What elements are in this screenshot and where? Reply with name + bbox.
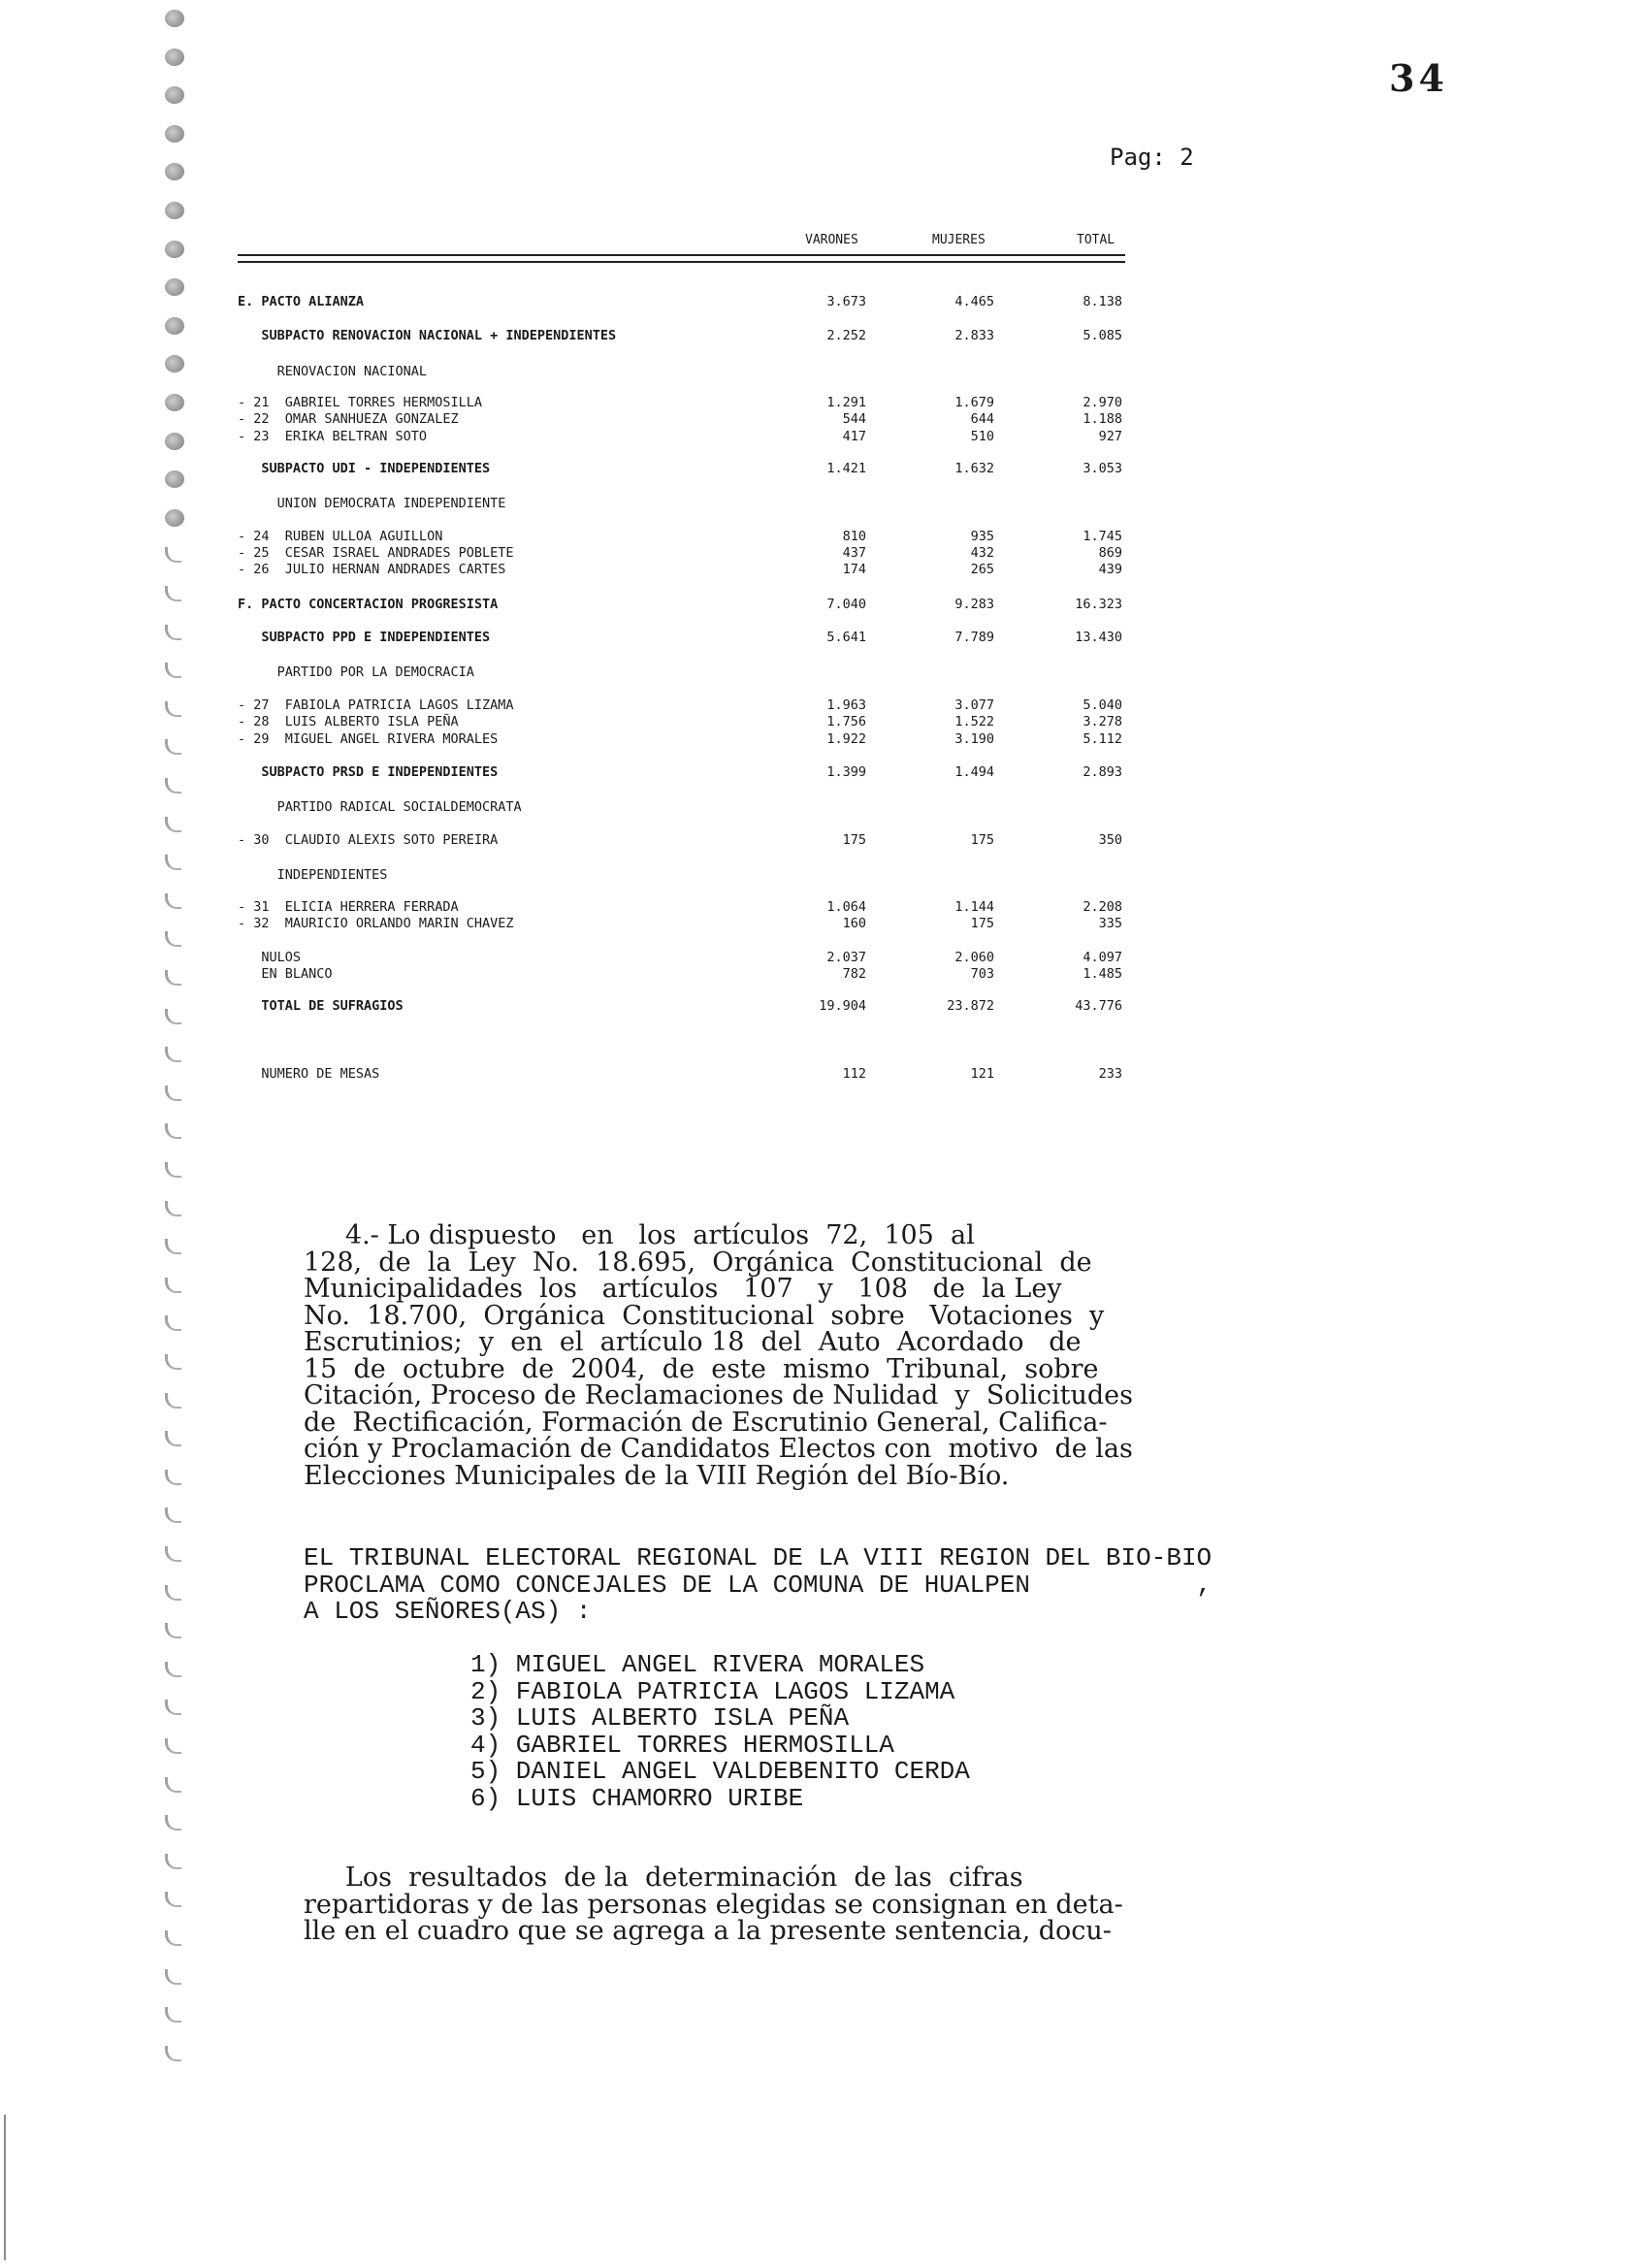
row-label: - 30 CLAUDIO ALEXIS SOTO PEREIRA (238, 832, 499, 848)
binding-ring (165, 778, 181, 794)
binding-ring (165, 1431, 181, 1446)
value-varones: 1.756 (826, 714, 866, 729)
value-varones: 5.641 (826, 630, 866, 645)
binding-ring (165, 701, 181, 717)
value-total: 1.745 (1083, 529, 1122, 544)
binding-ring (165, 2007, 181, 2023)
binding-ring (165, 317, 184, 335)
binding-ring (165, 547, 181, 563)
value-total: 335 (1098, 916, 1122, 931)
value-mujeres: 644 (970, 411, 994, 427)
row-label: PARTIDO POR LA DEMOCRACIA (238, 664, 474, 680)
elected-councillor: 5) DANIEL ANGEL VALDEBENITO CERDA (470, 1757, 970, 1786)
table-row (238, 363, 1140, 380)
binding-ring (165, 1123, 181, 1139)
value-varones: 1.421 (826, 461, 866, 476)
binding-ring (165, 49, 184, 66)
binding-ring (165, 125, 184, 143)
paragraph-line: Los resultados de la determinación de las cifras (304, 1863, 1023, 1893)
table-row (238, 831, 1140, 849)
paragraph-line: Elecciones Municipales de la VIII Región del Bío-Bío. (304, 1460, 1010, 1491)
table-row (238, 713, 1140, 730)
binding-ring (165, 355, 184, 373)
row-label: - 26 JULIO HERNAN ANDRADES CARTES (238, 562, 506, 577)
value-varones: 2.037 (826, 950, 866, 965)
table-row (238, 410, 1140, 428)
table-row (238, 460, 1140, 477)
value-mujeres: 9.283 (954, 597, 994, 612)
binding-ring (165, 1623, 181, 1638)
value-varones: 1.922 (826, 731, 866, 747)
binding-ring (165, 241, 184, 258)
value-varones: 3.673 (826, 294, 866, 309)
value-mujeres: 23.872 (947, 998, 994, 1014)
folio-number: 34 (1389, 56, 1448, 100)
binding-ring (165, 931, 181, 947)
row-label: SUBPACTO RENOVACION NACIONAL + INDEPENDIENTES (238, 328, 617, 343)
row-label: TOTAL DE SUFRAGIOS (238, 998, 404, 1014)
header-total: TOTAL (1077, 233, 1116, 247)
value-mujeres: 1.679 (954, 395, 994, 410)
binding-ring (165, 10, 184, 27)
value-mujeres: 935 (970, 529, 994, 544)
binding-ring (165, 1470, 181, 1485)
value-mujeres: 265 (970, 562, 994, 577)
binding-ring (165, 663, 181, 678)
table-row (238, 428, 1140, 445)
binding-ring (165, 1085, 181, 1101)
paragraph-line: Escrutinios; y en el artículo 18 del Auto Acordado de (304, 1327, 1082, 1357)
value-total: 2.208 (1083, 899, 1122, 915)
row-label: - 27 FABIOLA PATRICIA LAGOS LIZAMA (238, 697, 514, 713)
row-label: NULOS (238, 950, 302, 965)
binding-ring (165, 1047, 181, 1062)
value-mujeres: 2.060 (954, 950, 994, 965)
value-varones: 1.399 (826, 764, 866, 780)
value-total: 439 (1098, 562, 1122, 577)
binding-ring (165, 278, 184, 296)
value-total: 5.112 (1083, 731, 1122, 747)
proclamation-line: A LOS SEÑORES(AS) : (304, 1597, 592, 1626)
paragraph-line: No. 18.700, Orgánica Constitucional sobre Votaciones y (304, 1300, 1105, 1331)
value-total: 16.323 (1075, 597, 1122, 612)
value-varones: 810 (842, 529, 866, 544)
value-varones: 19.904 (819, 998, 866, 1014)
table-row (238, 997, 1140, 1015)
binding-ring (165, 2046, 181, 2061)
value-total: 43.776 (1075, 998, 1122, 1014)
value-mujeres: 432 (970, 545, 994, 561)
paragraph-line: ción y Proclamación de Candidatos Electos con motivo de las (304, 1434, 1133, 1464)
value-varones: 1.963 (826, 697, 866, 713)
value-total: 927 (1098, 429, 1122, 444)
table-row (238, 866, 1140, 884)
proclamation (304, 1545, 1212, 1626)
table-row (238, 293, 1140, 310)
value-total: 13.430 (1075, 630, 1122, 645)
table-row (238, 898, 1140, 916)
elected-councillor: 1) MIGUEL ANGEL RIVERA MORALES (470, 1650, 925, 1679)
row-label: RENOVACION NACIONAL (238, 364, 428, 379)
value-total: 5.040 (1083, 697, 1122, 713)
value-mujeres: 3.077 (954, 697, 994, 713)
row-label: SUBPACTO UDI - INDEPENDIENTES (238, 461, 491, 476)
row-label: F. PACTO CONCERTACION PROGRESISTA (238, 597, 499, 612)
elected-councillor: 4) GABRIEL TORRES HERMOSILLA (470, 1730, 894, 1760)
value-total: 3.278 (1083, 714, 1122, 729)
table-row (238, 798, 1140, 816)
table-header (238, 232, 1140, 249)
binding-ring (165, 1162, 181, 1178)
binding-ring (165, 509, 184, 527)
binding-ring (165, 1930, 181, 1946)
page-label: Pag: 2 (1110, 144, 1194, 171)
table-row (238, 544, 1140, 562)
binding-ring (165, 433, 184, 450)
row-label: - 21 GABRIEL TORRES HERMOSILLA (238, 395, 482, 410)
value-varones: 437 (842, 545, 866, 561)
table-row (238, 394, 1140, 411)
value-total: 1.188 (1083, 411, 1122, 427)
value-varones: 174 (842, 562, 866, 577)
binding-ring (165, 1777, 181, 1793)
value-varones: 175 (842, 832, 866, 848)
binding-ring (165, 893, 181, 909)
value-mujeres: 703 (970, 966, 994, 982)
table-row (238, 730, 1140, 748)
table-row (238, 664, 1140, 681)
paragraph-line: lle en el cuadro que se agrega a la presente sentencia, docu- (304, 1916, 1112, 1946)
row-label: - 23 ERIKA BELTRAN SOTO (238, 429, 428, 444)
closing-paragraph (304, 1864, 1303, 1945)
value-varones: 1.064 (826, 899, 866, 915)
binding-ring (165, 739, 181, 755)
value-mujeres: 1.494 (954, 764, 994, 780)
row-label: PARTIDO RADICAL SOCIALDEMOCRATA (238, 799, 522, 815)
binding-ring (165, 625, 181, 640)
row-label: INDEPENDIENTES (238, 867, 388, 883)
binding-ring (165, 1815, 181, 1831)
value-total: 3.053 (1083, 461, 1122, 476)
binding-ring (165, 1354, 181, 1370)
paragraph-line: 128, de la Ley No. 18.695, Orgánica Constitucional de (304, 1247, 1092, 1278)
header-varones: VARONES (805, 233, 858, 247)
value-varones: 417 (842, 429, 866, 444)
binding-ring (165, 1239, 181, 1254)
spiral-binding (155, 10, 204, 2086)
binding-ring (165, 1892, 181, 1907)
row-label: - 22 OMAR SANHUEZA GONZALEZ (238, 411, 459, 427)
value-varones: 782 (842, 966, 866, 982)
header-divider (238, 254, 1125, 263)
header-mujeres: MUJERES (932, 233, 986, 247)
binding-ring (165, 970, 181, 986)
value-varones: 1.291 (826, 395, 866, 410)
value-mujeres: 2.833 (954, 328, 994, 343)
paragraph-line: de Rectificación, Formación de Escrutinio General, Califica- (304, 1407, 1108, 1438)
binding-ring (165, 1585, 181, 1601)
binding-ring (165, 817, 181, 832)
binding-ring (165, 1507, 181, 1523)
row-label: - 29 MIGUEL ANGEL RIVERA MORALES (238, 731, 499, 747)
value-mujeres: 1.522 (954, 714, 994, 729)
row-label: E. PACTO ALIANZA (238, 294, 365, 309)
table-row (238, 697, 1140, 714)
table-row (238, 596, 1140, 613)
elected-councillor: 6) LUIS CHAMORRO URIBE (470, 1783, 804, 1813)
elected-list (470, 1652, 970, 1812)
row-label: UNION DEMOCRATA INDEPENDIENTE (238, 496, 506, 511)
row-label: EN BLANCO (238, 966, 333, 982)
value-varones: 160 (842, 916, 866, 931)
value-mujeres: 175 (970, 832, 994, 848)
binding-ring (165, 202, 184, 219)
binding-ring (165, 586, 181, 601)
binding-ring (165, 1854, 181, 1869)
row-label: - 24 RUBEN ULLOA AGUILLON (238, 529, 443, 544)
row-label: - 28 LUIS ALBERTO ISLA PEÑA (238, 714, 459, 729)
binding-ring (165, 163, 184, 180)
proclamation-line: EL TRIBUNAL ELECTORAL REGIONAL DE LA VIII REGION DEL BIO-BIO (304, 1543, 1212, 1572)
row-label: SUBPACTO PRSD E INDEPENDIENTES (238, 764, 499, 780)
table-row (238, 495, 1140, 512)
paragraph-4 (304, 1222, 1303, 1489)
table-row (238, 327, 1140, 344)
binding-ring (165, 1738, 181, 1754)
value-total: 2.893 (1083, 764, 1122, 780)
proclamation-line: PROCLAMA COMO CONCEJALES DE LA COMUNA DE HUALPEN , (304, 1570, 1212, 1600)
paragraph-line: Municipalidades los artículos 107 y 108 de la Ley (304, 1274, 1062, 1304)
binding-ring (165, 86, 184, 104)
binding-ring (165, 855, 181, 870)
value-total: 4.097 (1083, 950, 1122, 965)
binding-ring (165, 1009, 181, 1024)
value-varones: 2.252 (826, 328, 866, 343)
value-total: 350 (1098, 832, 1122, 848)
binding-ring (165, 1393, 181, 1409)
row-label: SUBPACTO PPD E INDEPENDIENTES (238, 630, 491, 645)
binding-ring (165, 1700, 181, 1715)
table-row (238, 528, 1140, 545)
table-row (238, 915, 1140, 932)
value-mujeres: 1.144 (954, 899, 994, 915)
binding-ring (165, 1278, 181, 1293)
table-row (238, 1065, 1140, 1083)
value-total: 5.085 (1083, 328, 1122, 343)
table-row (238, 629, 1140, 646)
value-mujeres: 175 (970, 916, 994, 931)
row-label: - 25 CESAR ISRAEL ANDRADES POBLETE (238, 545, 514, 561)
binding-ring (165, 470, 184, 488)
binding-ring (165, 1315, 181, 1331)
binding-ring (165, 1662, 181, 1677)
value-total: 233 (1098, 1066, 1122, 1082)
page-edge-line (4, 2115, 6, 2260)
table-row (238, 949, 1140, 966)
binding-ring (165, 1969, 181, 1985)
elected-councillor: 2) FABIOLA PATRICIA LAGOS LIZAMA (470, 1676, 955, 1706)
value-varones: 544 (842, 411, 866, 427)
value-mujeres: 4.465 (954, 294, 994, 309)
elected-councillor: 3) LUIS ALBERTO ISLA PEÑA (470, 1703, 850, 1733)
table-row (238, 965, 1140, 983)
binding-ring (165, 1201, 181, 1216)
row-label: NUMERO DE MESAS (238, 1066, 380, 1082)
paragraph-line: Citación, Proceso de Reclamaciones de Nulidad y Solicitudes (304, 1380, 1133, 1410)
value-total: 869 (1098, 545, 1122, 561)
binding-ring (165, 1546, 181, 1562)
value-mujeres: 121 (970, 1066, 994, 1082)
table-row (238, 561, 1140, 578)
value-mujeres: 510 (970, 429, 994, 444)
binding-ring (165, 394, 184, 411)
value-total: 1.485 (1083, 966, 1122, 982)
value-varones: 7.040 (826, 597, 866, 612)
paragraph-line: 15 de octubre de 2004, de este mismo Tribunal, sobre (304, 1353, 1099, 1384)
row-label: - 32 MAURICIO ORLANDO MARIN CHAVEZ (238, 916, 514, 931)
row-label: - 31 ELICIA HERRERA FERRADA (238, 899, 459, 915)
paragraph-line: repartidoras y de las personas elegidas se consignan en deta- (304, 1889, 1123, 1920)
value-varones: 112 (842, 1066, 866, 1082)
table-row (238, 763, 1140, 781)
value-total: 2.970 (1083, 395, 1122, 410)
paragraph-line: 4.- Lo dispuesto en los artículos 72, 105 al (304, 1220, 975, 1250)
value-mujeres: 1.632 (954, 461, 994, 476)
value-total: 8.138 (1083, 294, 1122, 309)
value-mujeres: 3.190 (954, 731, 994, 747)
value-mujeres: 7.789 (954, 630, 994, 645)
